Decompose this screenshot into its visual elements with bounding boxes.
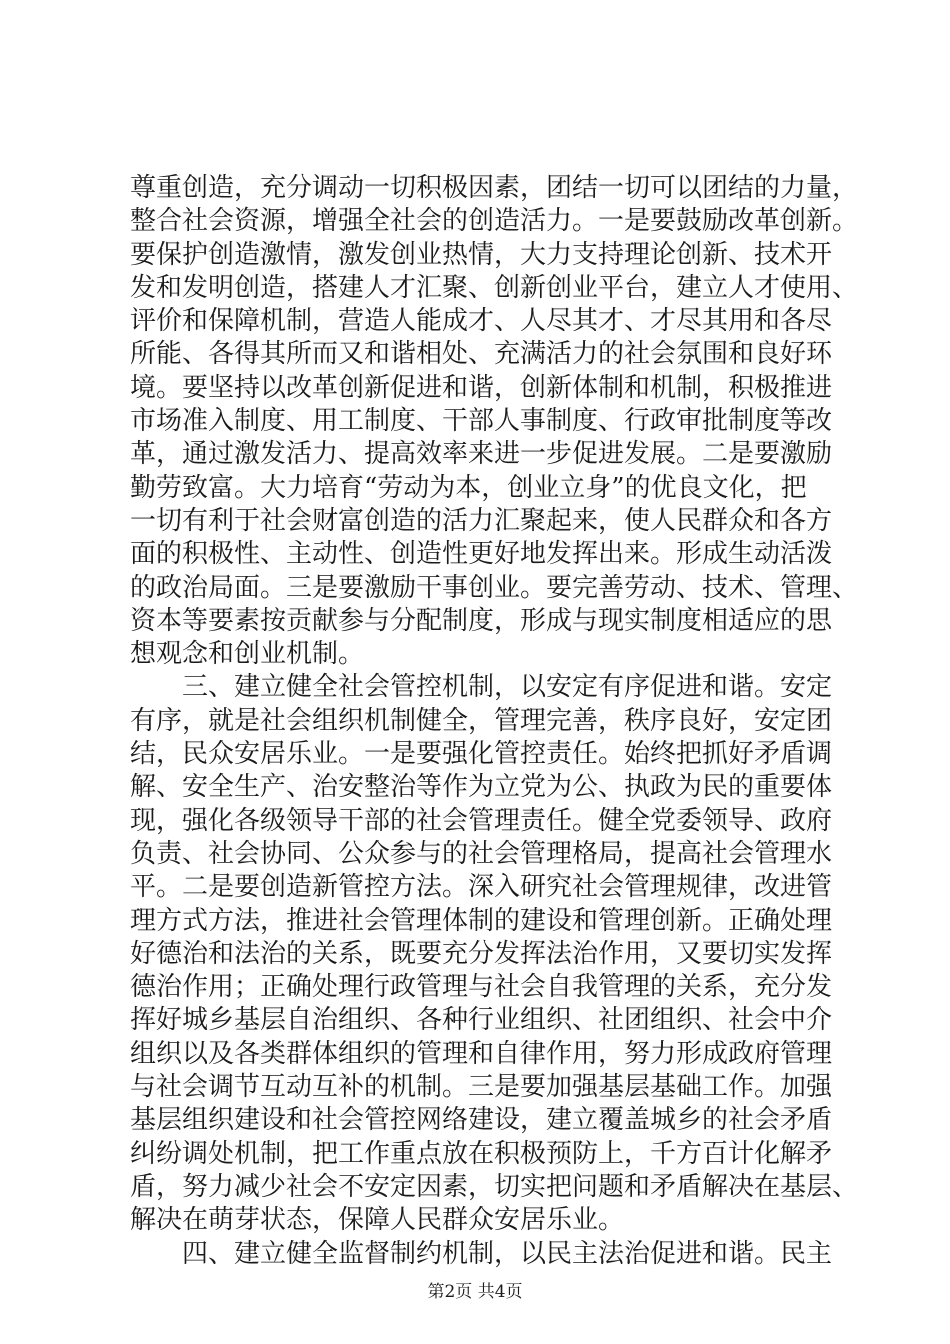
text-line: 评价和保障机制，营造人能成才、人尽其才、才尽其用和各尽 [130, 306, 833, 337]
text-line: 境。要坚持以改革创新促进和谐，创新体制和机制，积极推进 [130, 372, 833, 403]
text-line: 想观念和创业机制。 [130, 639, 365, 670]
text-line: 解决在萌芽状态，保障人民群众安居乐业。 [130, 1205, 625, 1236]
text-line: 基层组织建设和社会管控网络建设，建立覆盖城乡的社会矛盾 [130, 1105, 833, 1136]
text-line: 一切有利于社会财富创造的活力汇聚起来，使人民群众和各方 [130, 505, 833, 536]
text-line: 要保护创造激情，激发创业热情，大力支持理论创新、技术开 [130, 239, 833, 270]
text-line: 解、安全生产、治安整治等作为立党为公、执政为民的重要体 [130, 772, 833, 803]
text-line: 发和发明创造，搭建人才汇聚、创新创业平台，建立人才使用、 [130, 272, 859, 303]
text-line: 组织以及各类群体组织的管理和自律作用，努力形成政府管理 [130, 1038, 833, 1069]
text-line: 好德治和法治的关系，既要充分发挥法治作用，又要切实发挥 [130, 938, 833, 969]
text-line: 与社会调节互动互补的机制。三是要加强基层基础工作。加强 [130, 1072, 833, 1103]
text-line: 市场准入制度、用工制度、干部人事制度、行政审批制度等改 [130, 406, 833, 437]
text-line: 平。二是要创造新管控方法。深入研究社会管理规律，改进管 [130, 872, 833, 903]
paragraph-start-line: 四、建立健全监督制约机制，以民主法治促进和谐。民主 [130, 1238, 833, 1269]
text-line: 有序，就是社会组织机制健全，管理完善，秩序良好，安定团 [130, 705, 833, 736]
text-line: 德治作用；正确处理行政管理与社会自我管理的关系，充分发 [130, 972, 833, 1003]
text-line: 尊重创造，充分调动一切积极因素，团结一切可以团结的力量， [130, 173, 859, 203]
text-line: 负责、社会协同、公众参与的社会管理格局，提高社会管理水 [130, 838, 833, 869]
text-line: 整合社会资源，增强全社会的创造活力。一是要鼓励改革创新。 [130, 206, 859, 237]
page-footer: 第2页 共4页 [427, 1282, 523, 1302]
paragraph-start-line: 三、建立健全社会管控机制，以安定有序促进和谐。安定 [130, 672, 833, 703]
text-line: 面的积极性、主动性、创造性更好地发挥出来。形成生动活泼 [130, 539, 833, 570]
text-line: 现，强化各级领导干部的社会管理责任。健全党委领导、政府 [130, 805, 833, 836]
body-text [130, 172, 859, 1271]
text-line: 盾，努力减少社会不安定因素，切实把问题和矛盾解决在基层、 [130, 1171, 859, 1202]
text-line: 勤劳致富。大力培育“劳动为本，创业立身”的优良文化，把 [130, 472, 807, 503]
text-line: 资本等要素按贡献参与分配制度，形成与现实制度相适应的思 [130, 605, 833, 636]
text-line: 结，民众安居乐业。一是要强化管控责任。始终把抓好矛盾调 [130, 739, 833, 770]
text-line: 理方式方法，推进社会管理体制的建设和管理创新。正确处理 [130, 905, 833, 936]
text-line: 挥好城乡基层自治组织、各种行业组织、社团组织、社会中介 [130, 1005, 833, 1036]
text-line: 的政治局面。三是要激励干事创业。要完善劳动、技术、管理、 [130, 572, 859, 603]
text-line: 纠纷调处机制，把工作重点放在积极预防上，千方百计化解矛 [130, 1138, 833, 1169]
text-line: 所能、各得其所而又和谐相处、充满活力的社会氛围和良好环 [130, 339, 833, 370]
text-line: 革，通过激发活力、提高效率来进一步促进发展。二是要激励 [130, 439, 833, 470]
